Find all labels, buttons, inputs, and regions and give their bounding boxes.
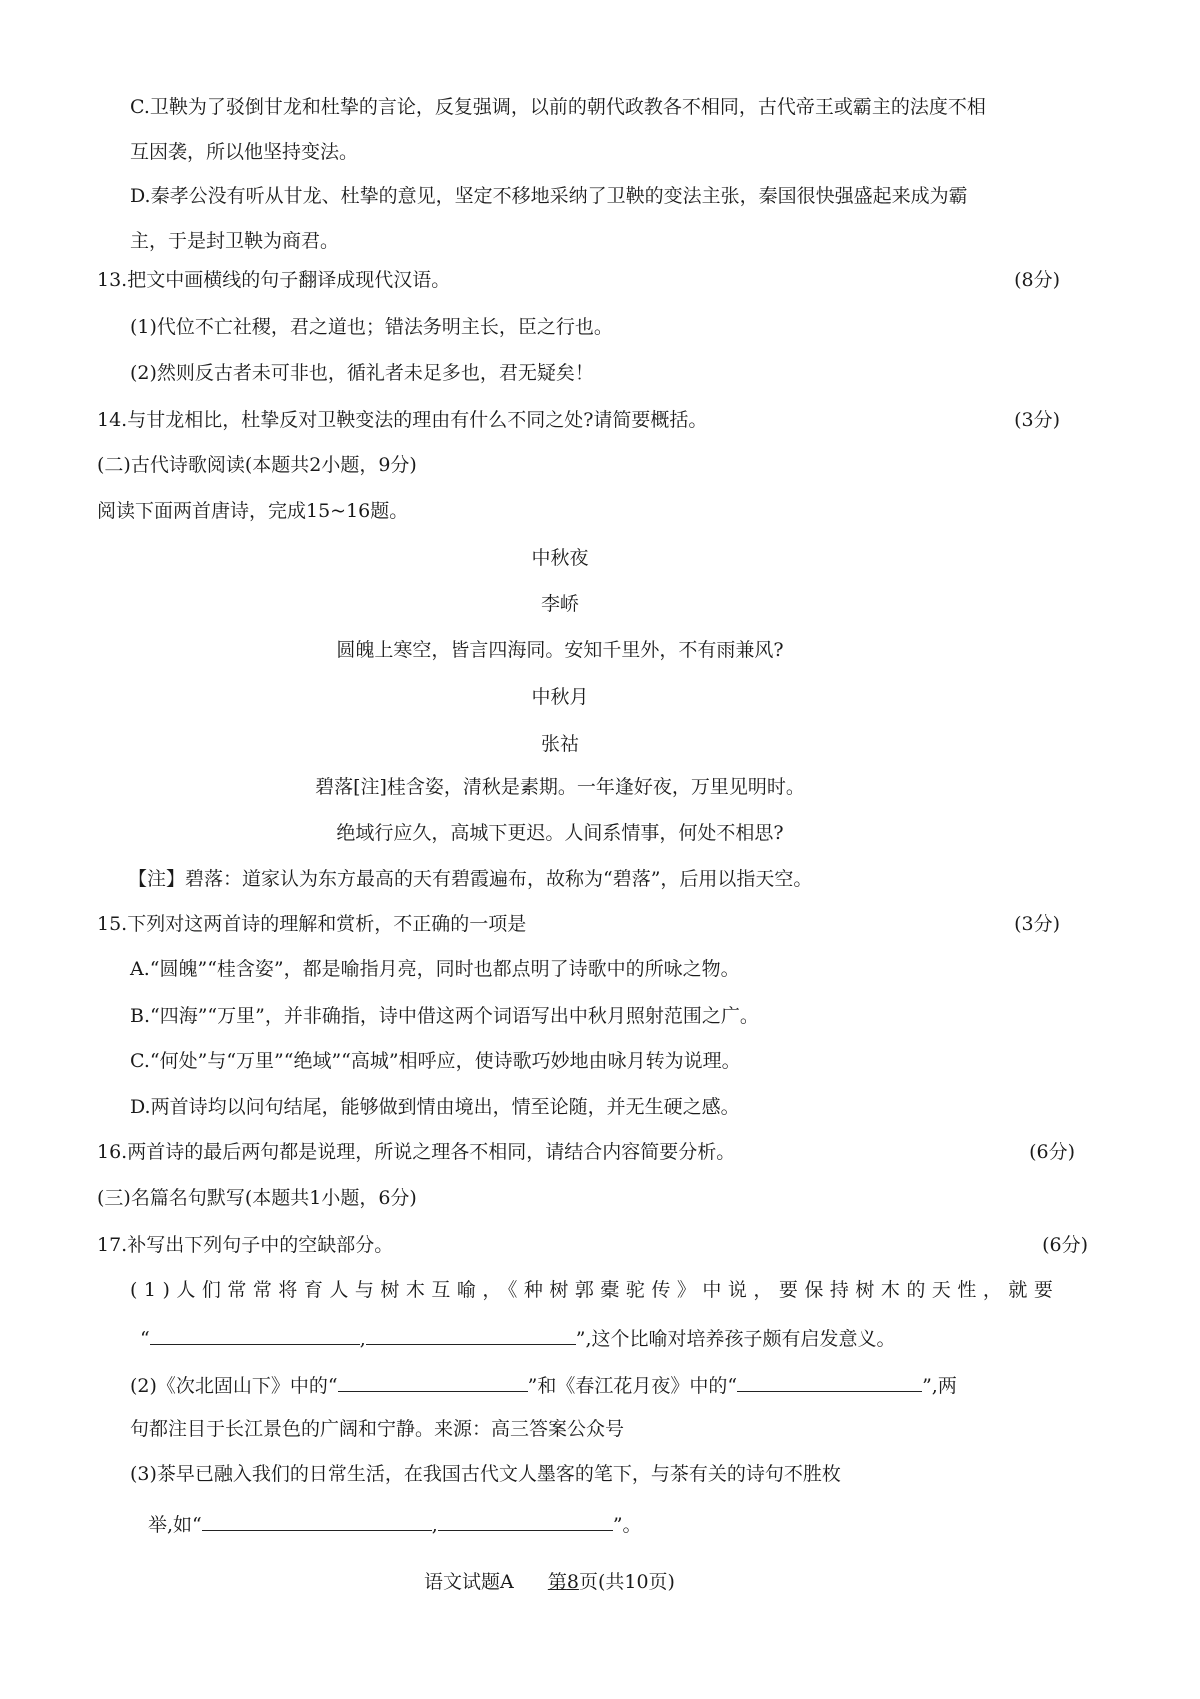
- poem-1-author: 李峤: [540, 593, 579, 615]
- q16-score: (6分): [1029, 1141, 1075, 1163]
- q17-item-1-line-2: [140, 1326, 896, 1349]
- q17-item-3-line-1: (3)茶早已融入我们的日常生活，在我国古代文人墨客的笔下，与茶有关的诗句不胜枚: [130, 1463, 841, 1485]
- q17-blank-5[interactable]: [202, 1512, 432, 1531]
- q16-text: 16.两首诗的最后两句都是说理，所说之理各不相同，请结合内容简要分析。: [97, 1141, 736, 1163]
- q17-blank-2[interactable]: [366, 1326, 576, 1345]
- page-footer: [424, 1573, 675, 1592]
- q12-option-c-line1: C.卫鞅为了驳倒甘龙和杜挚的言论，反复强调，以前的朝代政教各不相同，古代帝王或霸主的法度不相: [130, 96, 986, 118]
- q17-score: (6分): [1042, 1234, 1088, 1256]
- poem-note: 【注】碧落：道家认为东方最高的天有碧霞遍布，故称为“碧落”，后用以指天空。: [128, 868, 813, 890]
- q13-score: (8分): [1014, 269, 1060, 291]
- section-2-heading: (二)古代诗歌阅读(本题共2小题，9分): [97, 454, 417, 476]
- q12-option-d-line2: 主，于是封卫鞅为商君。: [130, 230, 340, 252]
- q17-item-3-line-2: [148, 1512, 642, 1535]
- q17-item-1-suffix: ”,这个比喻对培养孩子颇有启发意义。: [575, 1328, 896, 1350]
- q17-item-2-suffix: ”,两: [922, 1375, 957, 1397]
- poem-1-title: 中秋夜: [531, 547, 589, 569]
- poem-2-line-2: 绝域行应久，高城下更迟。人间系情事，何处不相思?: [336, 822, 784, 844]
- q17-blank-1[interactable]: [150, 1326, 360, 1345]
- q15-option-d: D.两首诗均以问句结尾，能够做到情由境出，情至论随，并无生硬之感。: [130, 1096, 740, 1118]
- footer-page-number: 8: [566, 1571, 579, 1593]
- poem-1-line-1: 圆魄上寒空，皆言四海同。安知千里外，不有雨兼风?: [336, 639, 784, 661]
- q17-item-1-open-quote: “: [140, 1328, 150, 1350]
- q17-item-2-prefix: (2)《次北固山下》中的“: [130, 1375, 338, 1397]
- q14-score: (3分): [1014, 409, 1060, 431]
- q17-item-1-line-1: (1)人们常常将育人与树木互喻，《种树郭橐驼传》中说，要保持树木的天性，就要: [130, 1279, 1060, 1301]
- q12-option-d-line1: D.秦孝公没有听从甘龙、杜挚的意见，坚定不移地采纳了卫鞅的变法主张，秦国很快强盛起来成为霸: [130, 185, 968, 207]
- q17-blank-6[interactable]: [438, 1512, 613, 1531]
- footer-page-prefix: 第: [547, 1571, 567, 1593]
- q15-option-a: A.“圆魄”“桂含姿”，都是喻指月亮，同时也都点明了诗歌中的所咏之物。: [130, 958, 740, 980]
- q17-item-2-line-2: 句都注目于长江景色的广阔和宁静。来源：高三答案公众号: [130, 1418, 625, 1440]
- poem-2-line-1: 碧落[注]桂含姿，清秋是素期。一年逢好夜，万里见明时。: [315, 776, 805, 798]
- q13-item-2: (2)然则反古者未可非也，循礼者未足多也，君无疑矣！: [130, 362, 594, 384]
- q14-text: 14.与甘龙相比，杜挚反对卫鞅变法的理由有什么不同之处?请简要概括。: [97, 409, 708, 431]
- q15-option-c: C.“何处”与“万里”“绝域”“高城”相呼应，使诗歌巧妙地由咏月转为说理。: [130, 1050, 741, 1072]
- q15-score: (3分): [1014, 913, 1060, 935]
- section-3-heading: (三)名篇名句默写(本题共1小题，6分): [97, 1187, 417, 1209]
- q17-item-3-comma: ,: [431, 1514, 438, 1536]
- q17-item-2-mid: ”和《春江花月夜》中的“: [527, 1375, 738, 1397]
- section-2-intro: 阅读下面两首唐诗，完成15~16题。: [97, 500, 409, 522]
- q15-question: [97, 915, 1060, 934]
- poem-2-author: 张祜: [540, 733, 579, 755]
- q14-question: [97, 411, 1060, 430]
- poem-2-title: 中秋月: [531, 686, 589, 708]
- q17-item-3-prefix: 举,如“: [148, 1514, 202, 1536]
- q17-item-3-suffix: ”。: [612, 1514, 642, 1536]
- q13-item-1: (1)代位不亡社稷，君之道也；错法务明主长，臣之行也。: [130, 316, 613, 338]
- q15-option-b: B.“四海”“万里”，并非确指，诗中借这两个词语写出中秋月照射范围之广。: [130, 1005, 759, 1027]
- footer-page-suffix: 页(共10页): [578, 1571, 675, 1593]
- q17-blank-4[interactable]: [737, 1373, 922, 1392]
- q13-text: 13.把文中画横线的句子翻译成现代汉语。: [97, 269, 451, 291]
- q17-item-1-comma: ,: [359, 1328, 366, 1350]
- q15-text: 15.下列对这两首诗的理解和赏析，不正确的一项是: [97, 913, 527, 935]
- q17-text: 17.补写出下列句子中的空缺部分。: [97, 1234, 394, 1256]
- q17-item-2-line-1: [130, 1373, 957, 1396]
- q12-option-c-line2: 互因袭，所以他坚持变法。: [130, 141, 359, 163]
- q17-question: [97, 1236, 1088, 1255]
- footer-subject: 语文试题A: [424, 1571, 514, 1593]
- q17-blank-3[interactable]: [338, 1373, 528, 1392]
- q13-question: [97, 271, 1060, 290]
- q16-question: [97, 1143, 1075, 1162]
